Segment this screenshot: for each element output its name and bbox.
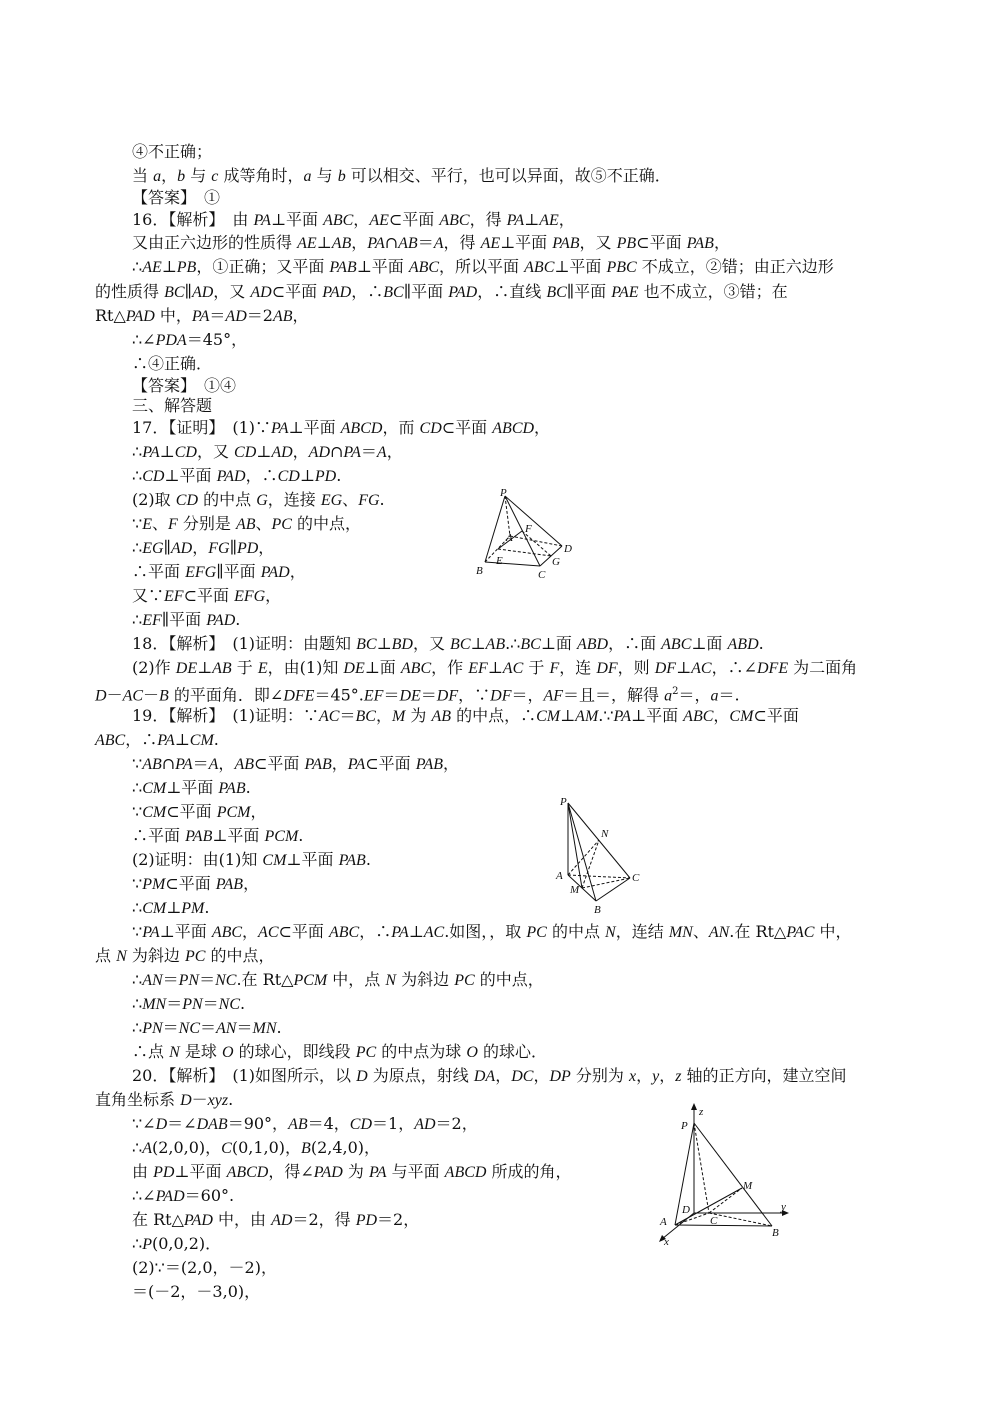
text-line: ∴∠PAD＝60°. xyxy=(132,1186,235,1205)
text-line: 【答案】 ① xyxy=(132,188,221,207)
text-line: ∵E、F 分别是 AB、PC 的中点， xyxy=(132,514,362,533)
text-line: ④不正确； xyxy=(132,142,213,161)
text-line: ∴CD⊥平面 PAD，∴CD⊥PD. xyxy=(132,466,342,485)
label-M: M xyxy=(743,1180,753,1192)
text-line: 点 N 为斜边 PC 的中点， xyxy=(95,946,275,965)
text-line: ∵∠D＝∠DAB＝90°，AB＝4，CD＝1，AD＝2， xyxy=(132,1114,478,1133)
text-line: ∴CM⊥平面 PAB. xyxy=(132,778,251,797)
text-line: ∴点 N 是球 O 的球心，即线段 PC 的中点为球 O 的球心． xyxy=(132,1042,547,1061)
text-line: Rt△PAD 中，PA＝AD＝2AB， xyxy=(95,306,309,325)
label-D: D xyxy=(564,543,572,555)
text-line: ABC，∴PA⊥CM. xyxy=(95,730,219,749)
text-line: 由 PD⊥平面 ABCD，得∠PAD 为 PA 与平面 ABCD 所成的角， xyxy=(132,1162,572,1181)
text-line: 的性质得 BC∥AD，又 AD⊂平面 PAD，∴BC∥平面 PAD，∴直线 BC∥平面 PAE 也不成立，③错；在 xyxy=(95,282,788,301)
text-line: 17．【证明】 (1)∵PA⊥平面 ABCD，而 CD⊂平面 ABCD， xyxy=(132,418,551,437)
label-C: C xyxy=(632,872,640,884)
text-line: ∵PA⊥平面 ABC，AC⊂平面 ABC，∴PA⊥AC.如图，，取 PC 的中点 N，连结 MN、AN.在 Rt△PAC 中， xyxy=(132,922,852,941)
text-line: ∴CM⊥PM. xyxy=(132,898,210,917)
text-line: ∴PA⊥CD，又 CD⊥AD，AD∩PA＝A， xyxy=(132,442,403,461)
text-line: ∴EG∥AD，FG∥PD， xyxy=(132,538,275,557)
figure-pyramid-19 xyxy=(548,793,648,915)
label-C: C xyxy=(710,1215,718,1227)
label-B: B xyxy=(772,1227,779,1239)
label-A: A xyxy=(660,1216,667,1228)
text-line: (2)∵＝(2,0，－2)， xyxy=(132,1258,277,1277)
text-line: 【答案】 ①④ xyxy=(132,376,237,395)
text-line: ∴A(2,0,0)，C(0,1,0)，B(2,4,0)， xyxy=(132,1138,381,1157)
text-line: ∵PM⊂平面 PAB， xyxy=(132,874,260,893)
text-line: ＝(－2，－3,0)， xyxy=(132,1282,261,1301)
figure-pyramid-17 xyxy=(470,488,580,580)
text-line: 18．【解析】 (1)证明：由题知 BC⊥BD，又 BC⊥AB.∴BC⊥面 ABD，∴面 ABC⊥面 ABD. xyxy=(132,634,764,653)
text-line: ∴平面 PAB⊥平面 PCM. xyxy=(132,826,304,845)
text-line: (2)取 CD 的中点 G，连接 EG、FG. xyxy=(132,490,385,509)
label-z: z xyxy=(699,1106,704,1118)
label-P: P xyxy=(560,796,567,808)
text-line: (2)作 DE⊥AB 于 E，由(1)知 DE⊥面 ABC，作 EF⊥AC 于 F，连 DF，则 DF⊥AC，∴∠DFE 为二面角 xyxy=(132,658,858,677)
label-A: A xyxy=(506,532,513,544)
text-line: ∴④正确． xyxy=(132,354,213,373)
text-line: ∴P(0,0,2)． xyxy=(132,1234,222,1253)
text-line: ∵CM⊂平面 PCM， xyxy=(132,802,267,821)
text-line: 又由正六边形的性质得 AE⊥AB，PA∩AB＝A，得 AE⊥平面 PAB，又 PB⊂平面 PAB， xyxy=(132,233,730,252)
label-B: B xyxy=(594,904,601,915)
pyramid-20-diagram xyxy=(650,1103,800,1245)
text-line: 20．【解析】 (1)如图所示，以 D 为原点，射线 DA，DC，DP 分别为 x，y，z 轴的正方向，建立空间 xyxy=(132,1066,847,1085)
text-line: 19．【解析】 (1)证明：∵AC＝BC，M 为 AB 的中点，∴CM⊥AM.∵PA⊥平面 ABC，CM⊂平面 xyxy=(132,706,799,725)
text-line: ∴∠PDA＝45°， xyxy=(132,330,248,349)
text-line: ∴EF∥平面 PAD. xyxy=(132,610,241,629)
text-line: ∴PN＝NC＝AN＝MN. xyxy=(132,1018,282,1037)
figure-pyramid-20 xyxy=(650,1103,800,1245)
text-line: 三、解答题 xyxy=(132,396,213,415)
label-A: A xyxy=(556,870,563,882)
label-D: D xyxy=(682,1204,690,1216)
text-line: (2)证明：由(1)知 CM⊥平面 PAB. xyxy=(132,850,371,869)
text-line: ∴AN＝PN＝NC.在 Rt△PCM 中，点 N 为斜边 PC 的中点， xyxy=(132,970,544,989)
text-line: D－AC－B 的平面角．即∠DFE＝45°.EF＝DE＝DF，∵DF＝，AF＝且＝，解得 $a^2=$，a＝. xyxy=(95,685,740,705)
label-N: N xyxy=(601,828,609,840)
text-line: 在 Rt△PAD 中，由 AD＝2，得 PD＝2， xyxy=(132,1210,420,1229)
text-line: 直角坐标系 D－xyz. xyxy=(95,1090,234,1109)
label-P: P xyxy=(681,1120,688,1132)
pyramid-19-diagram xyxy=(548,793,648,915)
text-line: 16．【解析】 由 PA⊥平面 ABC，AE⊂平面 ABC，得 PA⊥AE， xyxy=(132,210,575,229)
label-B: B xyxy=(476,565,483,577)
text-line: 当 a，b 与 c 成等角时，a 与 b 可以相交、平行，也可以异面，故⑤不正确． xyxy=(132,166,671,185)
label-x: x xyxy=(664,1236,669,1245)
text-line: ∴MN＝PN＝NC. xyxy=(132,994,246,1013)
label-G: G xyxy=(552,556,560,568)
text-line: 又∵EF⊂平面 EFG， xyxy=(132,586,282,605)
label-M: M xyxy=(570,884,580,896)
label-C: C xyxy=(538,569,546,580)
text-line: ∵AB∩PA＝A，AB⊂平面 PAB，PA⊂平面 PAB， xyxy=(132,754,460,773)
label-F: F xyxy=(525,523,532,535)
label-P: P xyxy=(500,488,507,499)
text-line: ∴平面 EFG∥平面 PAD， xyxy=(132,562,306,581)
label-y: y xyxy=(781,1201,786,1213)
text-line: ∴AE⊥PB，①正确；又平面 PAB⊥平面 ABC，所以平面 ABC⊥平面 PBC 不成立，②错；由正六边形 xyxy=(132,257,834,276)
label-E: E xyxy=(496,555,503,567)
pyramid-17-diagram xyxy=(470,488,580,580)
